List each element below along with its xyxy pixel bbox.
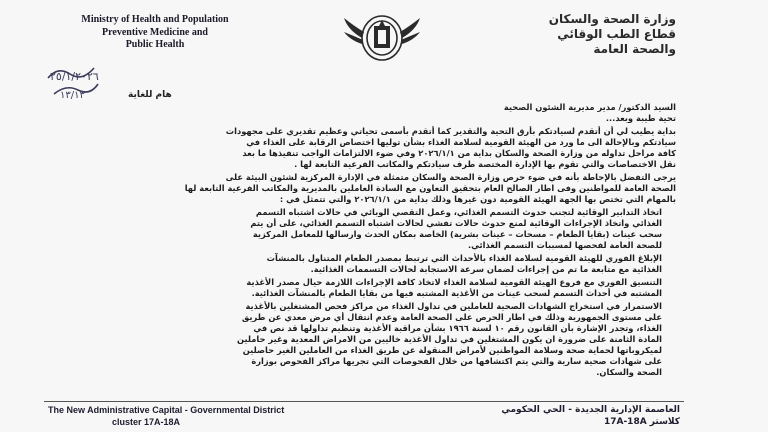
ministry-name-arabic: وزارة الصحة والسكان قطاع الطب الوقائي والصحة العامة: [548, 12, 676, 56]
salutation: السيد الدكتور/ مدير مديرية الشئون الصحية: [503, 102, 676, 112]
paragraph-notice: يرجى التفضل بالإحاطة بأنه في ضوء حرص وزارة الصحة والسكان متمثلة في الإدارة المركزية لشئون البيئة على الصحة العامة للمواطنين وفى اطار الصالح العام بتحقيق التعاون مع السادة العاملين بالمديرية والمكاتب الفرعية التابعة لها بالمهام التي تختص بها الجهة الهيئة القومية دون غيرها وذلك بداية من ٢٠٢٦/١/١ والتي تتمثل في :: [184, 172, 676, 204]
ministry-emblem-icon: [338, 10, 426, 66]
svg-text:٢٥/١/٢٠٢٦: ٢٥/١/٢٠٢٦: [50, 70, 99, 83]
ministry-name-english: Ministry of Health and Population Preventive Medicine and Public Health: [81, 14, 229, 50]
letter-body: [80, 102, 676, 380]
footer-address-english: The New Administrative Capital - Governmental District cluster 17A-18A: [48, 405, 285, 427]
footer-divider: [44, 401, 684, 402]
list-item: اتخاذ التدابير الوقائية لتجنب حدوث التسمم الغذائي، وعمل التقصي الوبائي في حالات اشتباه التسمم الغذائي واتخاذ الإجراءات الوقائية لمنع حدوث حالات تفشي لحالات اشتباه التسمم الغذائي، على أن يتم سحب عينات (بقايا الطعام – مسحات – عينات بشرية) الخاصة بمكان الحدث وارسالها للمعامل المركزية للصحة العامة لفحصها لمسببات التسمم الغذائي.: [250, 207, 662, 250]
handwritten-date-stamp: [44, 58, 102, 104]
priority-label: هام للغاية: [128, 90, 172, 100]
list-item: الاستمرار في استخراج الشهادات الصحية للعاملين في تداول الغذاء من مراكز فحص المشتغلين بالأغذية على مستوى الجمهورية وذلك في اطار الحرص على الصحة العامة وعدم انتقال أي مرض معدي عن طريق الغذاء، وتجدر الإشارة بأن القانون رقم ١٠ لسنة ١٩٦٦ بشأن مراقبة الأغذية وتنظيم تداولها قد نص في المادة الثامنة على ضرورة ان يكون المشتغلين في تداول الأغذية خاليين من الامراض المعدية وغير حاملين لميكروباتها لحماية صحة وسلامة المواطنين لأمراض المنقولة عن طريق الغذاء من العاملين الغير حاصلين على شهادات صحية سارية والتي يتم اكتشافها من خلال الفحوصات التي تجريها مراكز الفحوص بوزارة الصحة والسكان.: [237, 301, 662, 377]
footer-address-arabic: العاصمة الإدارية الجديدة - الحي الحكومي كلاستر 17A-18A: [501, 405, 680, 427]
greeting: تحية طيبة وبعد...: [605, 113, 676, 123]
list-item: التنسيق الفوري مع فروع الهيئة القومية لسلامة الغذاء لاتخاذ كافة الإجراءات اللازمة حيال مصدر الأغذية المشتبه في أحداث التسمم لسحب عينات من الأغذية المشتبه فيها من بقايا الطعام بالمنشآت الغذائية.: [246, 277, 662, 298]
svg-text:١٣/١٣: ١٣/١٣: [60, 90, 85, 101]
paragraph-intro: بداية يطيب لي أن أتقدم لسيادتكم بأرق التحية والتقدير كما أتقدم بأسمى تحياتي وعظيم تقديري على مجهودات سيادتكم وبالإحالة الى ما ورد من الهيئة القومية لسلامة الغذاء بشأن توليها اختصاص الرقابة على الغذاء في كافة مراحل تداوله من وزارة الصحة والسكان بداية من ٢٠٢٦/١/١ وفي ضوء الالتزامات الواجب تنفيذها ما بعد نقل الاختصاصات والتي تقوم بها الإدارة المختصة طرف سيادتكم والمكاتب الفرعية التابعة لها .: [225, 126, 676, 169]
list-item: الإبلاغ الفوري للهيئة القومية لسلامة الغذاء بالأحداث التي ترتبط بمصدر الطعام المتناول بالمنشآت الغذائية مع متابعة ما تم من إجراءات لضمان سرعة الاستجابة لحالات التسممات الغذائية.: [266, 253, 662, 274]
